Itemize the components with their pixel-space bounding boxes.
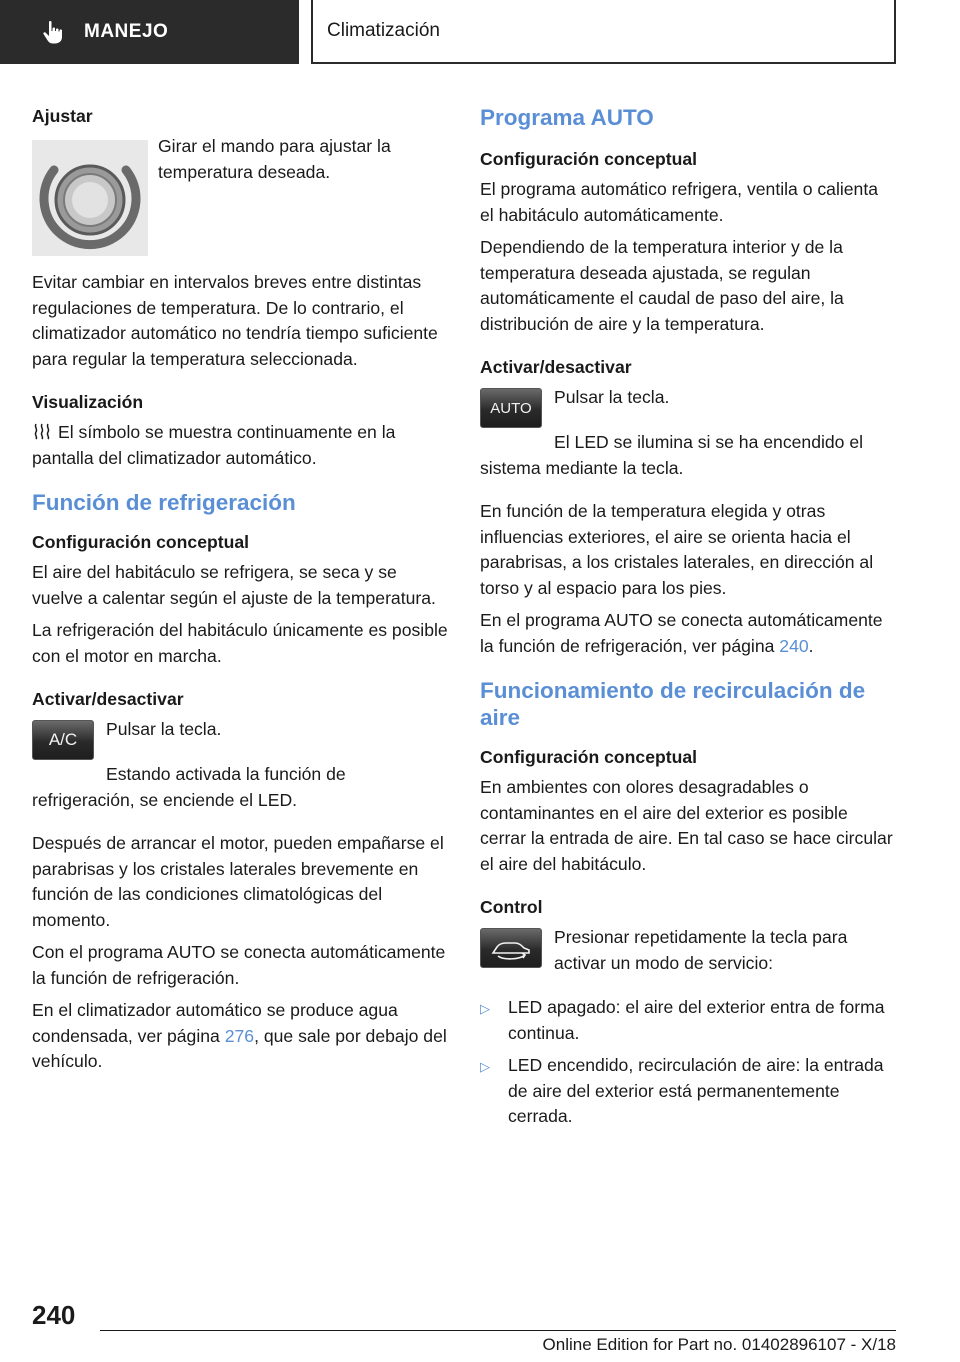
- concepto-p1: El aire del habitáculo se refrigera, se seca y se vuelve a calentar según el ajuste de la temperatura.: [32, 562, 436, 608]
- control-text: Presionar repetidamente la tecla para activar un modo de servicio:: [554, 927, 848, 973]
- ac-button[interactable]: A/C: [32, 720, 94, 760]
- auto-button[interactable]: AUTO: [480, 388, 542, 428]
- page-number: 240: [32, 1300, 76, 1330]
- right-column: [480, 104, 896, 1137]
- list-item: ▷ LED apagado: el aire del exterior entra de forma continua.: [480, 995, 896, 1046]
- concepto-title: Configuración conceptual: [32, 532, 250, 552]
- page-link-276[interactable]: 276: [224, 1025, 255, 1046]
- evitar-text: Evitar cambiar en intervalos breves entre distintas regulaciones de temperatura. De lo contrario, el climatizador automático no tendría tiempo suficiente para regular la temperatura seleccionada.: [32, 272, 438, 369]
- auto-heading: Programa AUTO: [480, 105, 654, 130]
- chapter-tab: [311, 0, 896, 64]
- service-mode-list: [480, 995, 896, 1130]
- temperature-knob-icon: [32, 140, 148, 256]
- knob-figure-row: [32, 134, 448, 256]
- activar-title: Activar/desactivar: [32, 689, 184, 709]
- programa-text: Con el programa AUTO se conecta automáticamente la función de refrigeración.: [32, 942, 446, 988]
- page-link-240[interactable]: 240: [779, 635, 809, 656]
- car-recirculation-icon[interactable]: [480, 928, 542, 968]
- visualizacion-title: Visualización: [32, 392, 144, 412]
- recirculation-button-row: [480, 925, 896, 981]
- auto-p1: El programa automático refrigera, ventila o calienta el habitáculo automáticamente.: [480, 179, 879, 225]
- activar-p1: Pulsar la tecla.: [106, 719, 222, 739]
- heat-waves-icon: [32, 421, 52, 441]
- auto-activar-title: Activar/desactivar: [480, 357, 632, 377]
- agua-paragraph: En el climatizador automático se produce agua condensada, ver página 276, que sale por debajo del vehículo.: [32, 1000, 447, 1071]
- section-title: MANEJO: [84, 21, 169, 42]
- auto-activar-p1: Pulsar la tecla.: [554, 387, 670, 407]
- auto-button-row: [480, 385, 896, 428]
- funcion-text: En función de la temperatura elegida y otras influencias exteriores, el aire se orienta hacia el parabrisas, a los cristales laterales, en dirección al torso y al espacio para los pies.: [480, 501, 874, 598]
- auto-p2: Dependiendo de la temperatura interior y de la temperatura deseada ajustada, se regulan automáticamente el caudal de paso del aire, la distribución de aire y la temperatura.: [480, 237, 844, 334]
- auto-activar-p2: El LED se ilumina si se ha encendido el sistema mediante la tecla.: [480, 432, 864, 478]
- list-item: ▷ LED encendido, recirculación de aire: la entrada de aire del exterior está permanentemente cerrada.: [480, 1053, 896, 1130]
- chapter-title: Climatización: [327, 20, 440, 41]
- triangle-bullet-icon: ▷: [480, 1001, 490, 1016]
- control-title: Control: [480, 897, 543, 917]
- left-column: [32, 104, 448, 1082]
- footer-edition: Online Edition for Part no. 01402896107 - X/18: [542, 1335, 896, 1354]
- despues-text: Después de arrancar el motor, pueden empañarse el parabrisas y los cristales laterales brevemente en función de las condiciones climatológicas del momento.: [32, 833, 444, 930]
- ajustar-text: Girar el mando para ajustar la temperatura deseada.: [158, 136, 391, 182]
- concepto-p2: La refrigeración del habitáculo únicamente es posible con el motor en marcha.: [32, 620, 448, 666]
- section-tab: [0, 0, 299, 64]
- ac-button-row: [32, 717, 448, 760]
- recirculacion-heading: Funcionamiento de recirculación de aire: [480, 678, 866, 730]
- triangle-bullet-icon: ▷: [480, 1059, 490, 1074]
- activar-p2: Estando activada la función de refrigeración, se enciende el LED.: [32, 764, 346, 810]
- footer-divider: [100, 1330, 896, 1331]
- ajustar-title: Ajustar: [32, 106, 93, 126]
- visualizacion-text: El símbolo se muestra continuamente en la pantalla del climatizador automático.: [32, 422, 396, 468]
- recirc-concepto-title: Configuración conceptual: [480, 747, 698, 767]
- refrigeracion-heading: Función de refrigeración: [32, 490, 296, 515]
- conecta-paragraph: En el programa AUTO se conecta automáticamente la función de refrigeración, ver página 240.: [480, 610, 883, 656]
- pointing-hand-icon: [40, 19, 66, 45]
- auto-concepto-title: Configuración conceptual: [480, 149, 698, 169]
- recirc-text: En ambientes con olores desagradables o contaminantes en el aire del exterior es posible cerrar la entrada de aire. En tal caso se hace circular el aire del habitáculo.: [480, 777, 893, 874]
- visualizacion-paragraph: [32, 420, 448, 471]
